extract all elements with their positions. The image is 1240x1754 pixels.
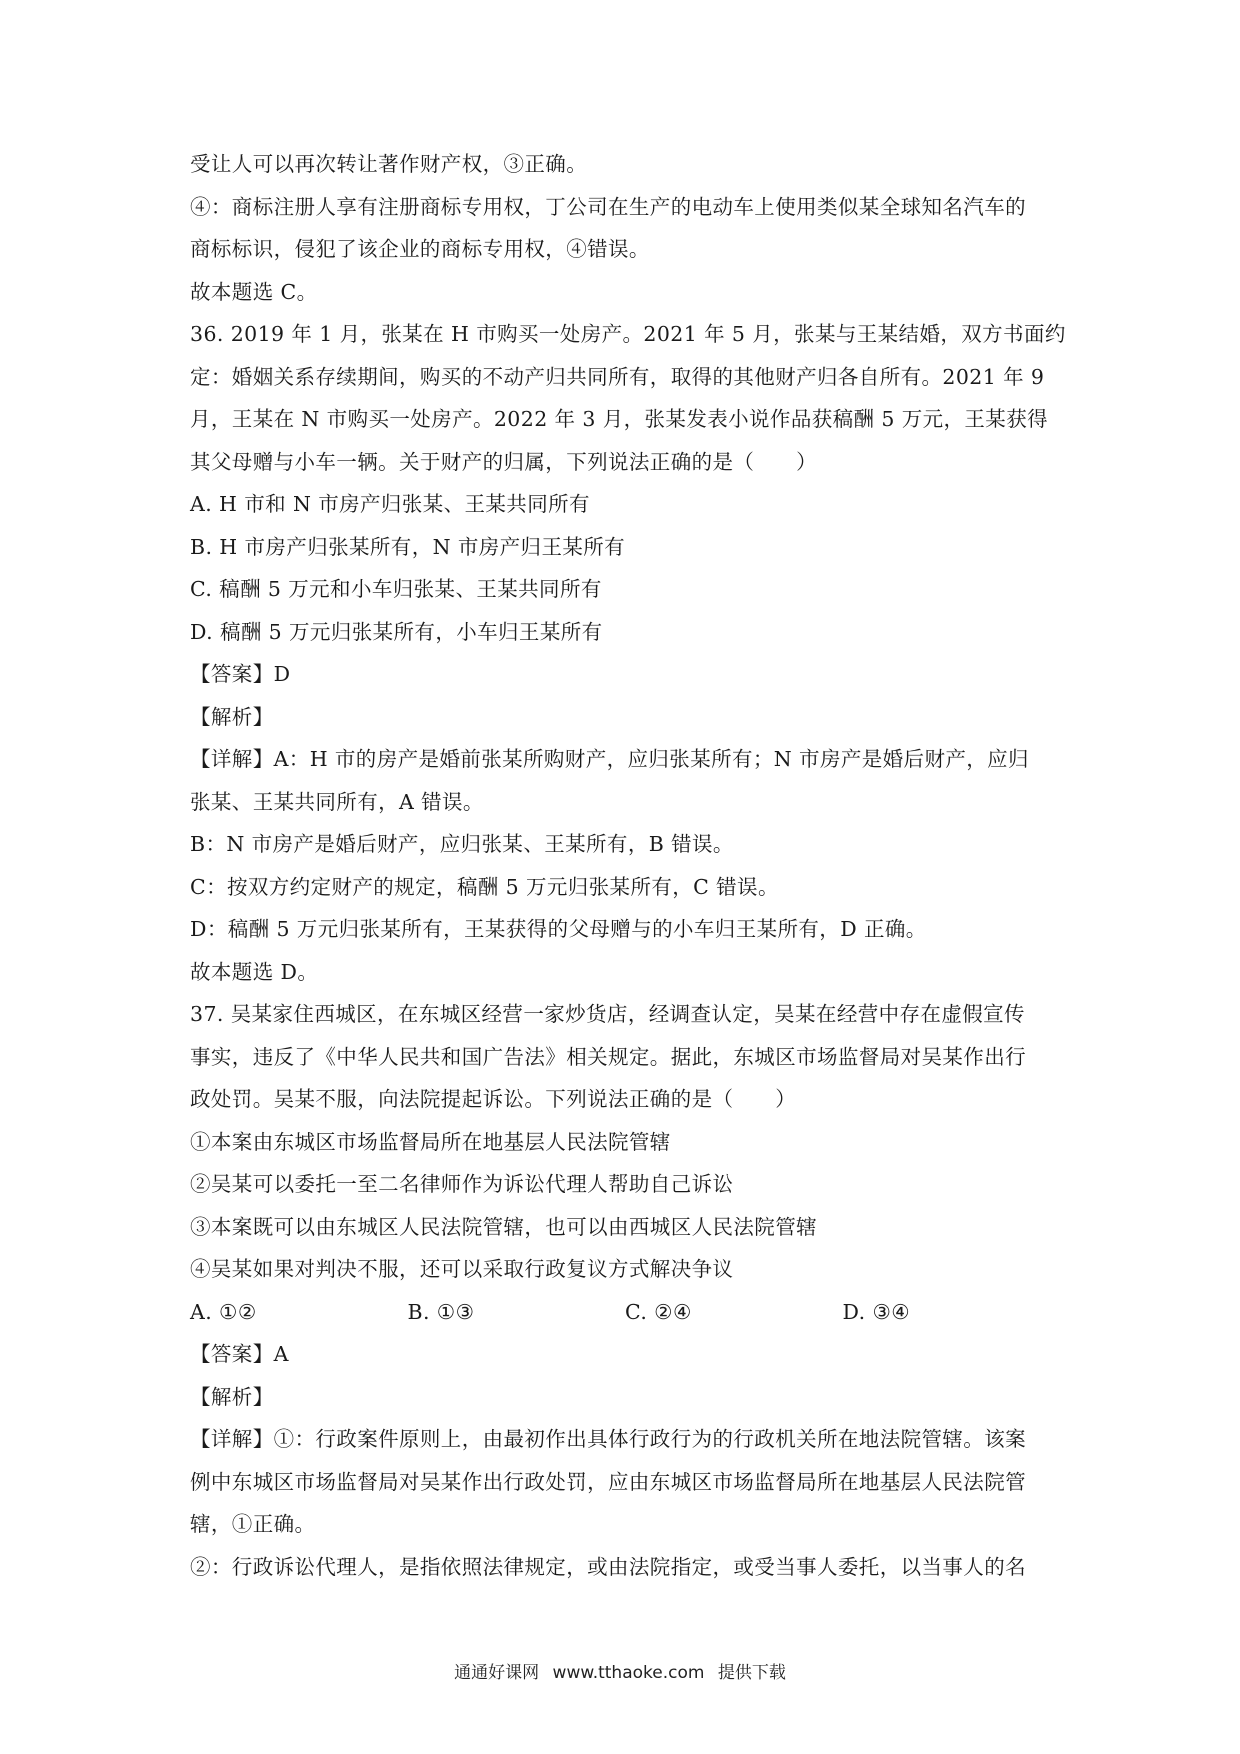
text-line: 政处罚。吴某不服，向法院提起诉讼。下列说法正确的是（ ） xyxy=(190,1087,797,1111)
q37-option-d: D. ③④ xyxy=(842,1299,910,1324)
text-line: D：稿酬 5 万元归张某所有，王某获得的父母赠与的小车归王某所有，D 正确。 xyxy=(190,917,927,941)
footer-site-name: 通通好课网 xyxy=(454,1663,540,1683)
text-line: 例中东城区市场监督局对吴某作出行政处罚，应由东城区市场监督局所在地基层人民法院管 xyxy=(190,1469,1026,1494)
question-36-stem: 36. 2019 年 1 月，张某在 H 市购买一处房产。2021 年 5 月，张某与王某结婚，双方书面约 xyxy=(190,322,1066,346)
text-line: 故本题选 D。 xyxy=(190,959,319,984)
text-line: 商标标识，侵犯了该企业的商标专用权，④错误。 xyxy=(190,237,650,261)
text-line: 张某、王某共同所有，A 错误。 xyxy=(190,789,484,814)
q37-options-row xyxy=(190,1291,1060,1334)
q37-option-c: C. ②④ xyxy=(625,1299,692,1324)
option-b: B. H 市房产归张某所有，N 市房产归王某所有 xyxy=(190,534,626,559)
text-line: 事实，违反了《中华人民共和国广告法》相关规定。据此，东城区市场监督局对吴某作出行 xyxy=(190,1044,1026,1069)
statement-4: ④吴某如果对判决不服，还可以采取行政复议方式解决争议 xyxy=(190,1257,734,1281)
analysis-label: 【解析】 xyxy=(190,704,274,729)
footer-url: www.tthaoke.com xyxy=(552,1663,705,1683)
text-line: 辖，①正确。 xyxy=(190,1512,316,1536)
answer-label: 【答案】D xyxy=(190,662,291,686)
q37-option-a: A. ①② xyxy=(190,1299,257,1324)
text-line: C：按双方约定财产的规定，稿酬 5 万元归张某所有，C 错误。 xyxy=(190,874,779,899)
text-line: B：N 市房产是婚后财产，应归张某、王某所有，B 错误。 xyxy=(190,832,734,856)
footer-note: 提供下载 xyxy=(717,1663,786,1683)
option-d: D. 稿酬 5 万元归张某所有，小车归王某所有 xyxy=(190,619,603,644)
text-line: 其父母赠与小车一辆。关于财产的归属，下列说法正确的是（ ） xyxy=(190,449,817,474)
page-footer xyxy=(0,1658,1240,1683)
document-body xyxy=(190,143,1066,1588)
text-line: 故本题选 C。 xyxy=(190,279,318,304)
text-line: ④：商标注册人享有注册商标专用权，丁公司在生产的电动车上使用类似某全球知名汽车的 xyxy=(190,194,1026,219)
text-line: 月，王某在 N 市购买一处房产。2022 年 3 月，张某发表小说作品获稿酬 5 万元，王某获得 xyxy=(190,407,1049,431)
statement-3: ③本案既可以由东城区人民法院管辖，也可以由西城区人民法院管辖 xyxy=(190,1214,817,1239)
statement-1: ①本案由东城区市场监督局所在地基层人民法院管辖 xyxy=(190,1129,671,1154)
question-37-stem: 37. 吴某家住西城区，在东城区经营一家炒货店，经调查认定，吴某在经营中存在虚假宣传 xyxy=(190,1002,1025,1026)
option-a: A. H 市和 N 市房产归张某、王某共同所有 xyxy=(190,492,590,516)
answer-label: 【答案】A xyxy=(190,1342,289,1366)
statement-2: ②吴某可以委托一至二名律师作为诉讼代理人帮助自己诉讼 xyxy=(190,1172,734,1196)
option-c: C. 稿酬 5 万元和小车归张某、王某共同所有 xyxy=(190,577,602,601)
text-line: 【详解】A：H 市的房产是婚前张某所购财产，应归张某所有；N 市房产是婚后财产，应归 xyxy=(190,747,1029,771)
text-line: 受让人可以再次转让著作财产权，③正确。 xyxy=(190,152,588,176)
q37-option-b: B. ①③ xyxy=(407,1299,475,1324)
text-line: 定：婚姻关系存续期间，购买的不动产归共同所有，取得的其他财产归各自所有。2021 年 9 xyxy=(190,364,1045,389)
text-line: ②：行政诉讼代理人，是指依照法律规定，或由法院指定，或受当事人委托，以当事人的名 xyxy=(190,1554,1026,1579)
analysis-label: 【解析】 xyxy=(190,1384,274,1409)
text-line: 【详解】①：行政案件原则上，由最初作出具体行政行为的行政机关所在地法院管辖。该案 xyxy=(190,1427,1026,1451)
